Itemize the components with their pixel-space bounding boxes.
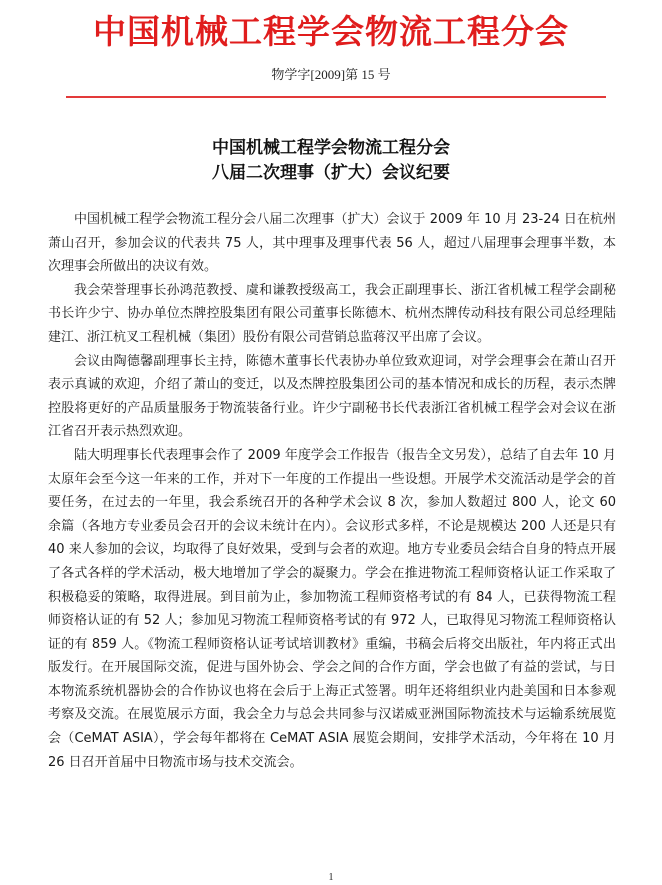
paragraph-meeting-info: 中国机械工程学会物流工程分会八届二次理事（扩大）会议于 2009 年 10 月 23-24 日在杭州萧山召开，参加会议的代表共 75 人，其中理事及理事代表 56 人，超过八届理事会理事半数，本次理事会所做出的决议有效。 — [48, 212, 616, 275]
document-title-line-1: 中国机械工程学会物流工程分会 — [212, 138, 450, 158]
organization-header: 中国机械工程学会物流工程分会 — [93, 12, 569, 51]
paragraph-attendees: 我会荣誉理事长孙鸿范教授、虞和谦教授级高工，我会正副理事长、浙江省机械工程学会副秘书长许少宁、协办单位杰牌控股集团有限公司董事长陈德木、杭州杰牌传动科技有限公司总经理陆建江、浙江杭叉工程机械（集团）股份有限公司营销总监蒋汉平出席了会议。 — [48, 282, 616, 345]
document-number: 物学字[2009]第 15 号 — [271, 67, 391, 82]
paragraph-work-report: 陆大明理事长代表理事会作了 2009 年度学会工作报告（报告全文另发），总结了自去年 10 月太原年会至今这一年来的工作，并对下一年度的工作提出一些设想。开展学术交流活动是学会的首要任务，在过去的一年里，我会系统召开的各种学术会议 8 次，参加人数超过 800 人，论文 60 余篇（各地方专业委员会召开的会议未统计在内）。会议形式多样，不论是规模达 200 人还是只有 40 来人参加的会议，均取得了良好效果，受到与会者的欢迎。地方专业委员会结合自身的特点开展了各式各样的学术活动，极大地增加了学会的凝聚力。学会在推进物流工程师资格认证工作采取了积极稳妥的策略，取得进展。到目前为止，参加物流工程师资格考试的有 84 人，已获得物流工程师资格认证的有 52 人；参加见习物流工程师资格考试的有 972 人，已取得见习物流工程师资格认证的有 859 人。《物流工程师资格认证考试培训教材》重编，书稿会后将交出版社，年内将正式出版发行。在开展国际交流，促进与国外协会、学会之间的合作方面，学会也做了有益的尝试，与日本物流系统机器协会的合作协议也将在会后于上海正式签署。明年还将组织业内赴美国和日本参观考察及交流。在展览展示方面，我会全力与总会共同参与汉诺威亚洲国际物流技术与运输系统展览会（CeMAT ASIA），学会每年都将在 CeMAT ASIA 展览会期间，安排学术活动，今年将在 10 月 26 日召开首届中日物流市场与技术交流会。 — [48, 447, 616, 770]
paragraph-opening: 会议由陶德馨副理事长主持，陈德木董事长代表协办单位致欢迎词，对学会理事会在萧山召开表示真诚的欢迎，介绍了萧山的变迁，以及杰牌控股集团公司的基本情况和成长的历程，表示杰牌控股将更好的产品质量服务于物流装备行业。许少宁副秘书长代表浙江省机械工程学会对会议在浙江省召开表示热烈欢迎。 — [48, 353, 616, 440]
document-title-line-2: 八届二次理事（扩大）会议纪要 — [212, 163, 450, 183]
page-number: 1 — [328, 872, 334, 883]
document-body — [48, 208, 616, 774]
red-divider-line — [66, 96, 606, 98]
